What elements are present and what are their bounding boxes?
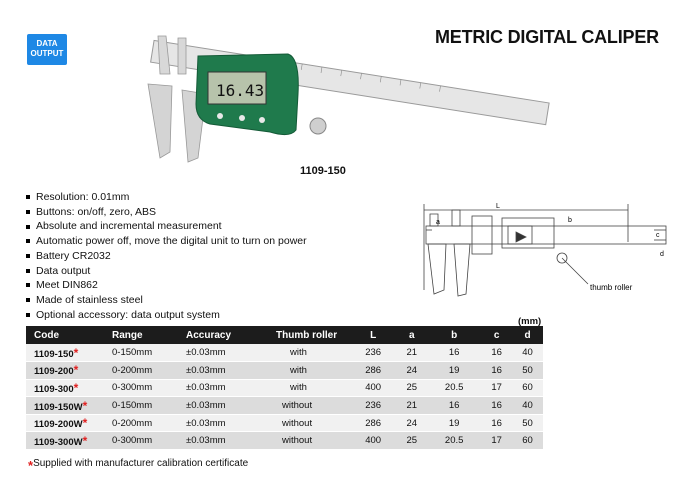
feature-item: Absolute and incremental measurement <box>26 219 307 234</box>
cell-range: 0-300mm <box>104 379 178 397</box>
cell-thumb: with <box>268 362 350 380</box>
cell-code: 1109-200W* <box>26 414 104 432</box>
cell-code: 1109-300W* <box>26 432 104 450</box>
star-mark: * <box>82 433 88 448</box>
feature-item: Made of stainless steel <box>26 293 307 308</box>
cell-b: 19 <box>427 414 481 432</box>
cell-accuracy: ±0.03mm <box>178 414 268 432</box>
cell-d: 50 <box>512 362 543 380</box>
cell-d: 40 <box>512 344 543 362</box>
table-row <box>26 414 543 432</box>
star-mark: * <box>82 398 88 413</box>
header-b: b <box>451 329 458 341</box>
spec-table <box>26 326 543 450</box>
header-d: d <box>524 329 531 341</box>
cell-accuracy: ±0.03mm <box>178 344 268 362</box>
header-L: L <box>370 329 377 341</box>
cell-thumb: without <box>268 432 350 450</box>
cell-c: 16 <box>481 344 512 362</box>
dimension-drawing <box>418 190 678 310</box>
feature-item: Meet DIN862 <box>26 278 307 293</box>
cell-c: 16 <box>481 414 512 432</box>
cell-code: 1109-300* <box>26 379 104 397</box>
cell-c: 17 <box>481 379 512 397</box>
footnote-star: * <box>28 458 34 473</box>
feature-item: Optional accessory: data output system <box>26 308 307 323</box>
cell-b: 16 <box>427 344 481 362</box>
cell-L: 236 <box>350 344 396 362</box>
header-code: Code <box>34 329 59 341</box>
dim-b: b <box>568 217 572 224</box>
cell-thumb: without <box>268 414 350 432</box>
cell-c: 16 <box>481 397 512 415</box>
footnote <box>28 458 248 473</box>
feature-item: Data output <box>26 264 307 279</box>
badge-line-2: OUTPUT <box>30 49 64 58</box>
cell-range: 0-150mm <box>104 344 178 362</box>
cell-code: 1109-150* <box>26 344 104 362</box>
dim-a: a <box>436 219 440 226</box>
cell-a: 21 <box>396 344 427 362</box>
star-mark: * <box>73 363 79 378</box>
table-row <box>26 344 543 362</box>
feature-item: Automatic power off, move the digital unit to turn on power <box>26 234 307 249</box>
star-mark: * <box>73 380 79 395</box>
cell-accuracy: ±0.03mm <box>178 397 268 415</box>
table-row <box>26 379 543 397</box>
cell-a: 25 <box>396 379 427 397</box>
cell-a: 25 <box>396 432 427 450</box>
cell-b: 20.5 <box>427 379 481 397</box>
feature-item: Battery CR2032 <box>26 249 307 264</box>
dim-L: L <box>496 203 500 210</box>
header-c: c <box>493 329 500 341</box>
feature-item: Buttons: on/off, zero, ABS <box>26 205 307 220</box>
cell-d: 40 <box>512 397 543 415</box>
cell-accuracy: ±0.03mm <box>178 362 268 380</box>
table-header-row <box>26 326 543 344</box>
cell-accuracy: ±0.03mm <box>178 432 268 450</box>
unit-label: (mm) <box>518 316 542 327</box>
caliper-photo <box>120 34 560 174</box>
page-title: METRIC DIGITAL CALIPER <box>435 27 659 47</box>
table-row <box>26 362 543 380</box>
cell-thumb: with <box>268 379 350 397</box>
table-row <box>26 432 543 450</box>
cell-a: 24 <box>396 414 427 432</box>
badge-line-1: DATA <box>36 39 58 48</box>
thumb-roller-label: thumb roller <box>590 283 633 292</box>
cell-accuracy: ±0.03mm <box>178 379 268 397</box>
display-reading: 16.43 <box>216 81 265 100</box>
cell-range: 0-200mm <box>104 414 178 432</box>
cell-thumb: with <box>268 344 350 362</box>
star-mark: * <box>82 416 88 431</box>
cell-thumb: without <box>268 397 350 415</box>
header-a: a <box>408 329 415 341</box>
star-mark: * <box>73 345 79 360</box>
data-output-badge <box>27 34 67 65</box>
footnote-text: Supplied with manufacturer calibration certificate <box>33 458 249 469</box>
cell-c: 17 <box>481 432 512 450</box>
cell-code: 1109-150W* <box>26 397 104 415</box>
feature-item: Resolution: 0.01mm <box>26 190 307 205</box>
cell-code: 1109-200* <box>26 362 104 380</box>
cell-L: 286 <box>350 414 396 432</box>
dim-c: c <box>656 232 660 239</box>
cell-range: 0-300mm <box>104 432 178 450</box>
cell-d: 60 <box>512 432 543 450</box>
header-thumb-roller: Thumb roller <box>276 329 338 341</box>
cell-b: 20.5 <box>427 432 481 450</box>
cell-a: 21 <box>396 397 427 415</box>
header-accuracy: Accuracy <box>186 329 232 341</box>
table-row <box>26 397 543 415</box>
cell-range: 0-150mm <box>104 397 178 415</box>
cell-d: 50 <box>512 414 543 432</box>
cell-L: 400 <box>350 432 396 450</box>
dim-d: d <box>660 251 664 258</box>
cell-L: 236 <box>350 397 396 415</box>
cell-b: 19 <box>427 362 481 380</box>
cell-c: 16 <box>481 362 512 380</box>
feature-list <box>26 190 307 322</box>
cell-b: 16 <box>427 397 481 415</box>
cell-d: 60 <box>512 379 543 397</box>
cell-a: 24 <box>396 362 427 380</box>
cell-L: 400 <box>350 379 396 397</box>
svg-text:INSIZE: INSIZE <box>427 110 458 125</box>
header-range: Range <box>112 329 143 341</box>
cell-L: 286 <box>350 362 396 380</box>
model-label: 1109-150 <box>300 165 346 177</box>
cell-range: 0-200mm <box>104 362 178 380</box>
